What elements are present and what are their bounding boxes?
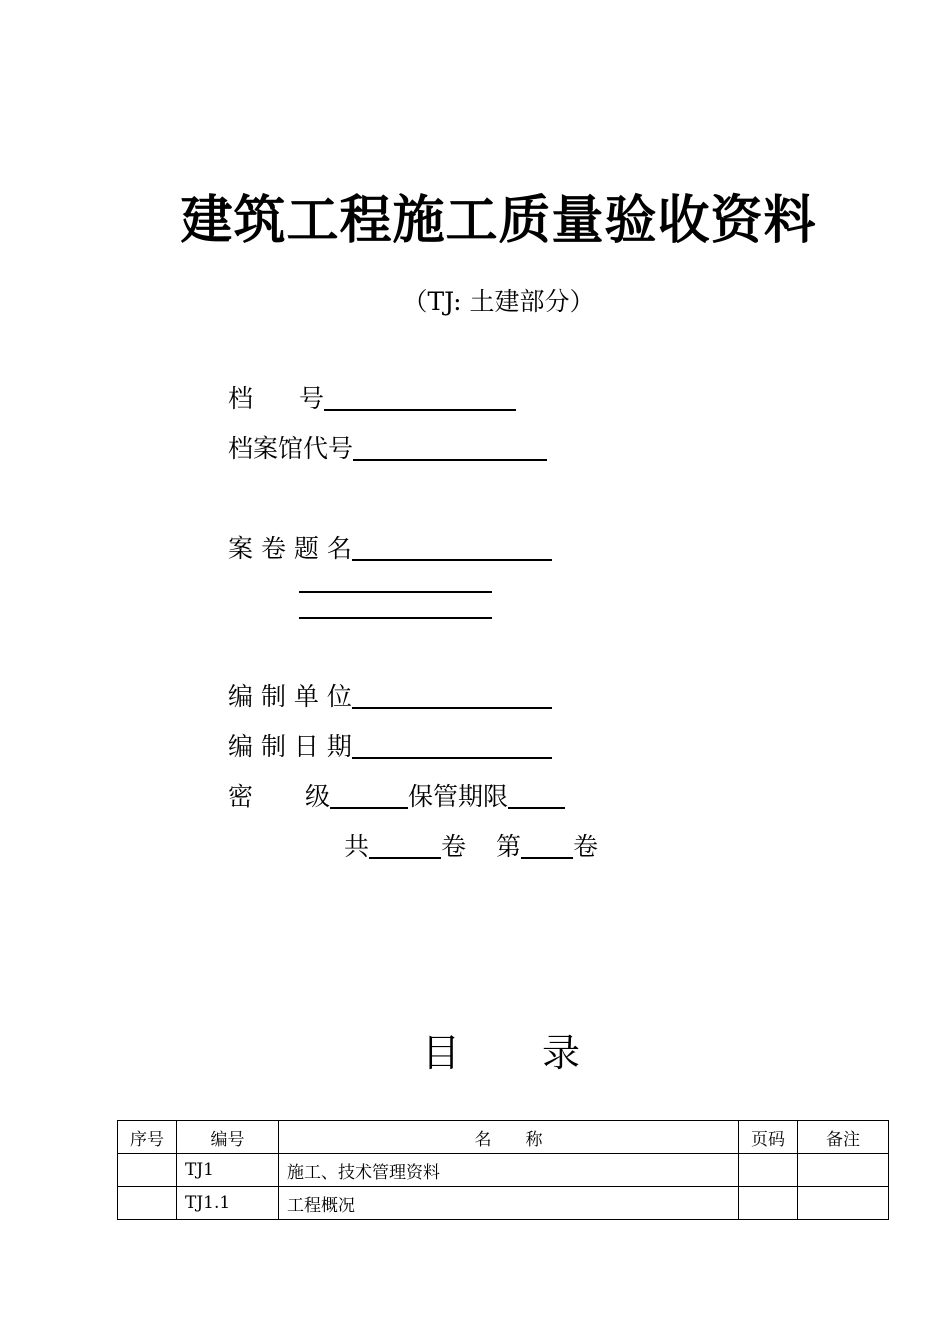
row-page	[739, 1187, 798, 1220]
volume-total-label: 共	[344, 832, 370, 861]
toc-heading	[422, 1022, 580, 1077]
archive-no-row	[228, 382, 516, 416]
file-title-field-2[interactable]	[299, 567, 492, 593]
row-name: 施工、技术管理资料	[279, 1154, 739, 1187]
compiling-unit-field[interactable]	[352, 683, 552, 709]
col-code-header: 编号	[177, 1121, 279, 1154]
volume-label-1: 卷	[441, 832, 467, 861]
col-note-header: 备注	[798, 1121, 889, 1154]
document-title: 建筑工程施工质量验收资料	[180, 191, 817, 251]
compiling-unit-label: 编 制 单 位	[228, 682, 352, 711]
archive-no-label-1: 档	[228, 384, 254, 413]
compiling-date-label: 编 制 日 期	[228, 732, 352, 761]
file-title-label: 案 卷 题 名	[228, 534, 352, 563]
archive-agency-code-field[interactable]	[353, 435, 547, 461]
secrecy-label-1: 密	[228, 782, 254, 811]
compiling-date-row	[228, 730, 552, 764]
file-title-row	[228, 532, 552, 566]
toc-heading-2: 录	[542, 1031, 581, 1075]
retention-label: 保管期限	[408, 782, 509, 811]
archive-no-label-2: 号	[299, 384, 325, 413]
file-title-field-1[interactable]	[352, 535, 552, 561]
row-code: TJ1	[177, 1154, 279, 1187]
compiling-date-field[interactable]	[352, 733, 552, 759]
row-code: TJ1.1	[177, 1187, 279, 1220]
volume-label-2: 卷	[573, 832, 599, 861]
volume-index-field[interactable]	[521, 833, 573, 859]
secrecy-row	[228, 780, 565, 814]
col-name-header: 名 称	[279, 1121, 739, 1154]
volume-total-field[interactable]	[369, 833, 441, 859]
secrecy-label-2: 级	[305, 782, 331, 811]
volume-row	[344, 830, 598, 864]
row-name: 工程概况	[279, 1187, 739, 1220]
retention-field[interactable]	[508, 783, 565, 809]
row-index	[118, 1154, 177, 1187]
col-page-header: 页码	[739, 1121, 798, 1154]
row-note	[798, 1154, 889, 1187]
toc-header-row	[118, 1121, 889, 1154]
table-row	[118, 1187, 889, 1220]
file-title-field-3[interactable]	[299, 593, 492, 619]
row-index	[118, 1187, 177, 1220]
secrecy-field[interactable]	[330, 783, 408, 809]
document-subtitle: （TJ: 土建部分）	[402, 287, 595, 316]
col-index-header: 序号	[118, 1121, 177, 1154]
toc-table	[117, 1120, 889, 1220]
toc-heading-1: 目	[422, 1031, 461, 1075]
compiling-unit-row	[228, 680, 552, 714]
row-page	[739, 1154, 798, 1187]
row-note	[798, 1187, 889, 1220]
table-row	[118, 1154, 889, 1187]
volume-index-label: 第	[496, 832, 522, 861]
archive-agency-code-row	[228, 432, 547, 466]
archive-no-field[interactable]	[324, 385, 516, 411]
archive-agency-code-label: 档案馆代号	[228, 434, 354, 463]
